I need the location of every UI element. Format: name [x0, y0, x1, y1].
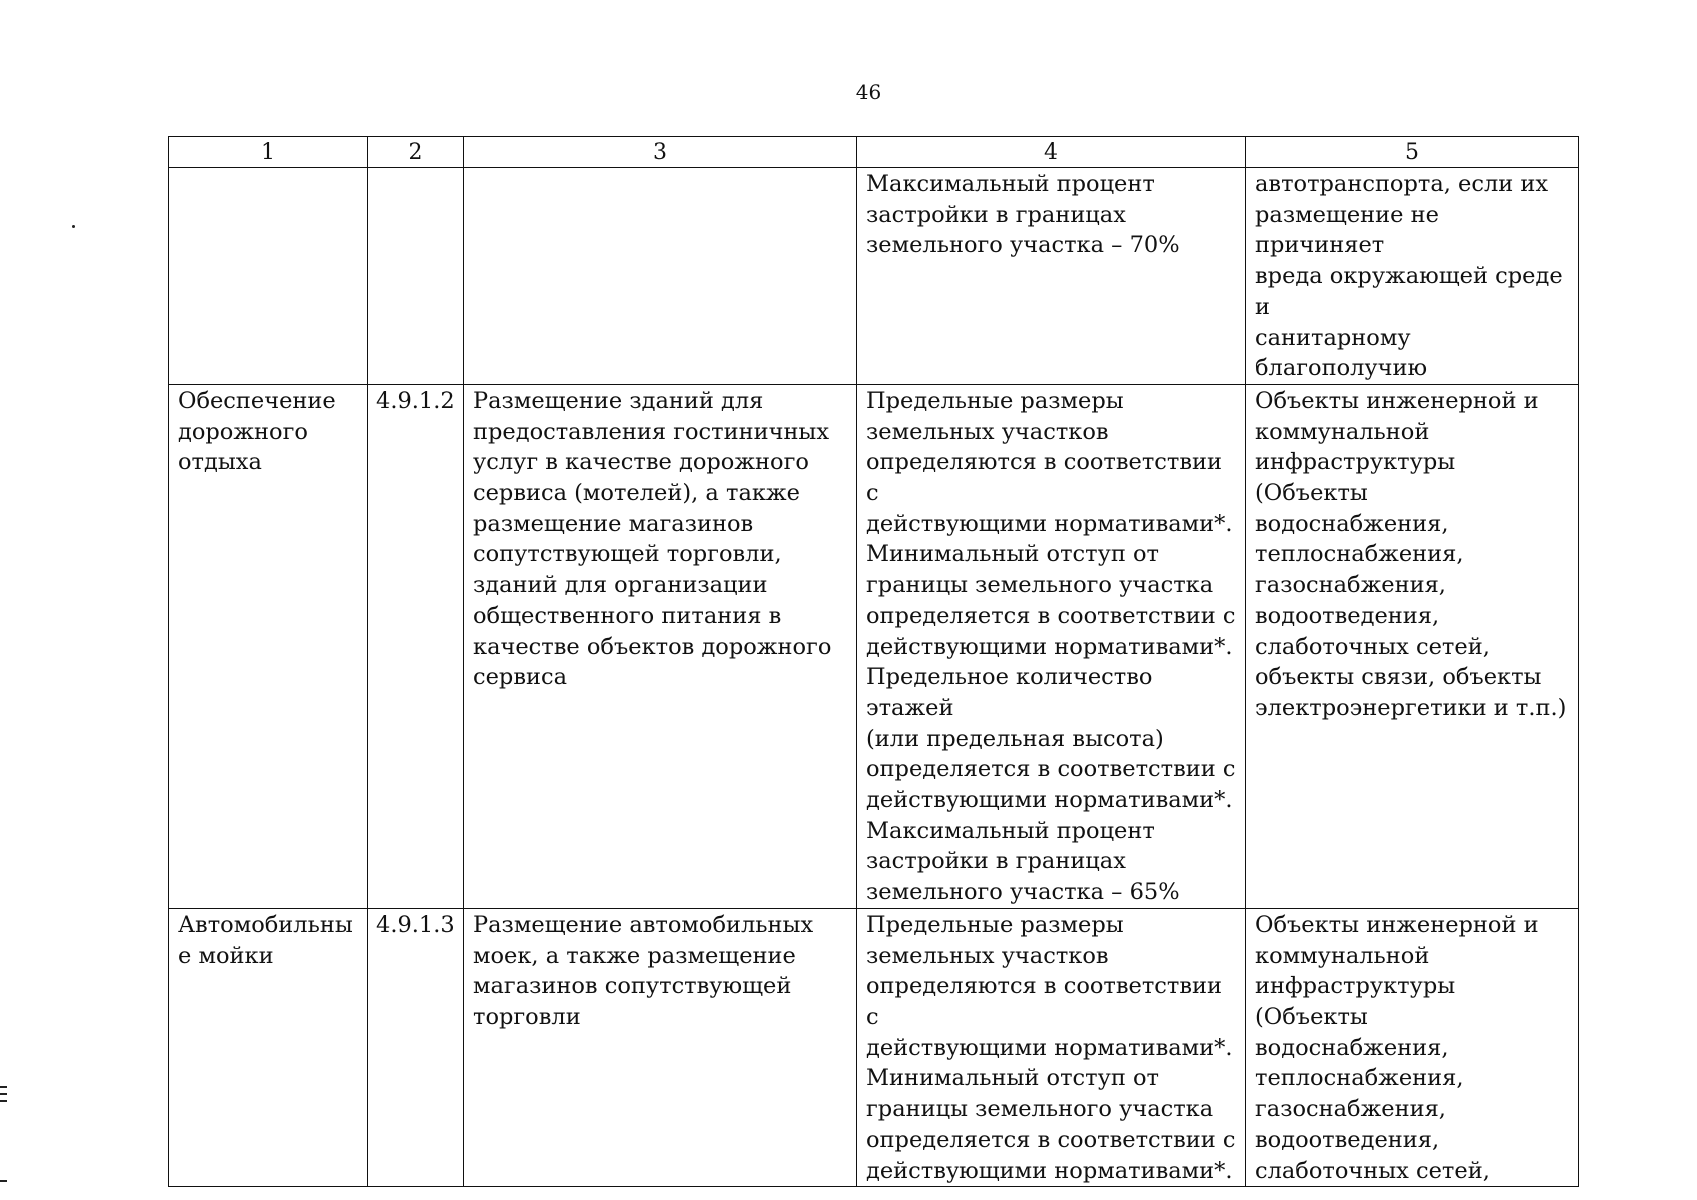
column-header-3: 3 — [464, 137, 857, 168]
scan-edge-mark — [0, 1180, 7, 1182]
auxiliary-uses-cell: Объекты инженерной и коммунальной инфраструктуры (Объекты водоснабжения, теплоснабжения, газоснабжения, водоотведения, слаботочных сетей, — [1246, 908, 1579, 1186]
use-description-cell: Размещение автомобильных моек, а также размещение магазинов сопутствующей торговли — [464, 908, 857, 1186]
auxiliary-uses-cell: Объекты инженерной и коммунальной инфраструктуры (Объекты водоснабжения, теплоснабжения, газоснабжения, водоотведения, слаботочных сетей, объекты связи, объекты электроэнергетики и т.п.) — [1246, 384, 1579, 908]
parameters-cell: Предельные размеры земельных участков определяются в соответствии с действующими нормативами*. Минимальный отступ от границы земельного участка определяется в соответствии с действующими нормативами*. Предельное количество этажей (или предельная высота) определяется в соответствии с действующими нормативами*. Максимальный процент застройки в границах земельного участка – 65% — [857, 384, 1246, 908]
scan-edge-mark — [0, 1100, 7, 1102]
use-name-cell — [169, 168, 368, 385]
use-code-cell: 4.9.1.3 — [368, 908, 464, 1186]
auxiliary-uses-cell: автотранспорта, если их размещение не причиняет вреда окружающей среде и санитарному благополучию — [1246, 168, 1579, 385]
column-header-4: 4 — [857, 137, 1246, 168]
use-name-cell: Обеспечение дорожного отдыха — [169, 384, 368, 908]
use-code-cell — [368, 168, 464, 385]
scan-dot — [72, 225, 75, 228]
scan-edge-mark — [0, 1093, 7, 1095]
zoning-table — [168, 136, 1579, 1187]
use-description-cell: Размещение зданий для предоставления гостиничных услуг в качестве дорожного сервиса (мотелей), а также размещение магазинов сопутствующей торговли, зданий для организации общественного питания в качестве объектов дорожного сервиса — [464, 384, 857, 908]
page-number: 46 — [855, 80, 882, 104]
table-header-row — [169, 137, 1579, 168]
table-row — [169, 384, 1579, 908]
parameters-cell: Предельные размеры земельных участков определяются в соответствии с действующими нормативами*. Минимальный отступ от границы земельного участка определяется в соответствии с действующими нормативами*. — [857, 908, 1246, 1186]
use-code-cell: 4.9.1.2 — [368, 384, 464, 908]
table-row — [169, 168, 1579, 385]
parameters-cell: Максимальный процент застройки в границах земельного участка – 70% — [857, 168, 1246, 385]
column-header-5: 5 — [1246, 137, 1579, 168]
table-row — [169, 908, 1579, 1186]
use-description-cell — [464, 168, 857, 385]
scan-edge-mark — [0, 1086, 7, 1088]
column-header-1: 1 — [169, 137, 368, 168]
use-name-cell: Автомобильны е мойки — [169, 908, 368, 1186]
column-header-2: 2 — [368, 137, 464, 168]
